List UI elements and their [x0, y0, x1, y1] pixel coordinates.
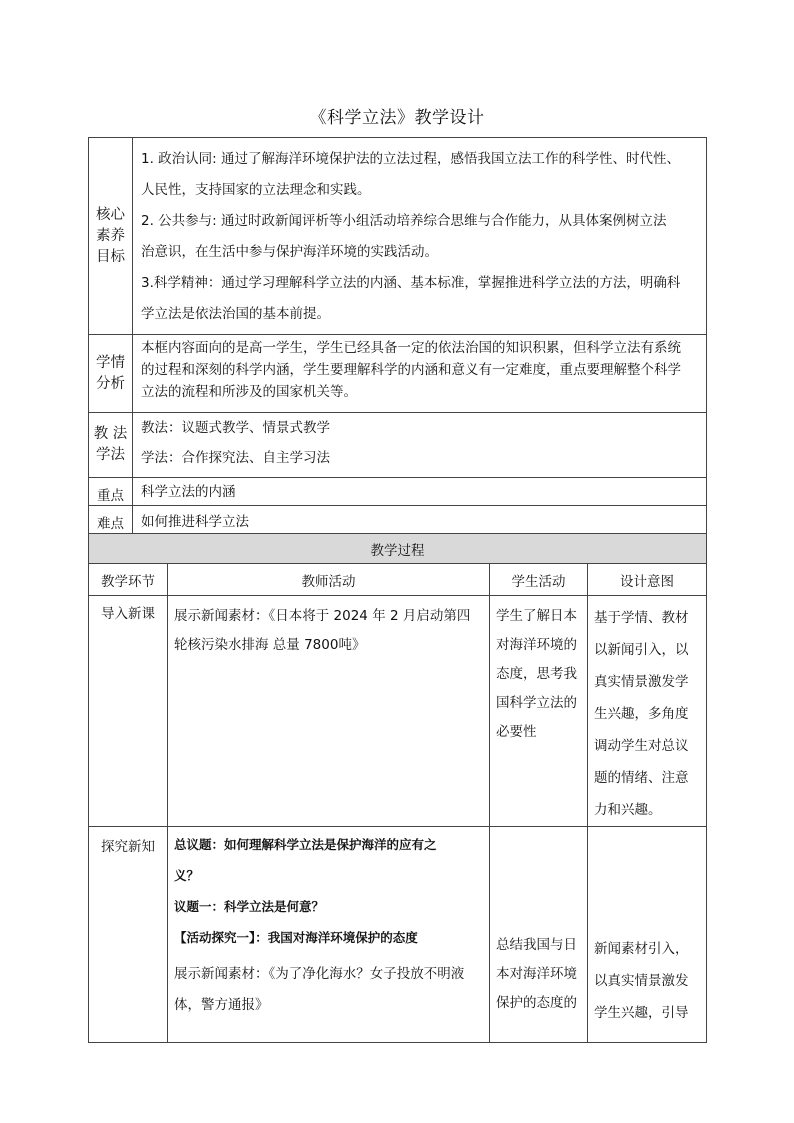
difficult-point-row: [89, 506, 707, 534]
process-title-row: [89, 534, 707, 564]
document-title: 《科学立法》教学设计: [309, 108, 485, 128]
learning-method: 学法：合作探究法、自主学习法: [141, 450, 330, 466]
explore-design-intent: 新闻素材引入， 以真实情景激发 学生兴趣，引导: [588, 827, 707, 1043]
header-teacher: 教师活动: [168, 564, 490, 596]
intro-teacher-activity: 展示新闻素材：《日本将于 2024 年 2 月启动第四 轮核污染水排海 总量 7800吨》: [168, 596, 490, 827]
header-student: 学生活动: [490, 564, 588, 596]
core-goals-content: [133, 138, 707, 335]
process-row-explore: [89, 827, 707, 1043]
intro-design-intent: 基于学情、教材 以新闻引入，以 真实情景激发学 生兴趣，多角度 调动学生对总议 题的情绪、注意 力和兴趣。: [588, 596, 707, 827]
process-header-row: [89, 564, 707, 596]
intro-stage: 导入新课: [89, 596, 168, 827]
methods-row: [89, 413, 707, 478]
core-goals-label: 核心 素养 目标: [89, 138, 133, 335]
intro-student-activity: 学生了解日本 对海洋环境的 态度，思考我 国科学立法的 必要性: [490, 596, 588, 827]
explore-teacher-activity: 总议题：如何理解科学立法是保护海洋的应有之 义？ 议题一：科学立法是何意？ 【活动探究一】：我国对海洋环境保护的态度 展示新闻素材：《为了净化海水？女子投放不明液 体，警方通报》: [168, 827, 490, 1043]
process-title: 教学过程: [89, 534, 707, 564]
methods-label: 教 法 学法: [89, 413, 133, 478]
goal-2-line-2: 治意识，在生活中参与保护海洋环境的实践活动。: [141, 244, 438, 260]
difficult-point-value: 如何推进科学立法: [133, 506, 707, 534]
goal-3-line-1: 3.科学精神：通过学习理解科学立法的内涵、基本标准，掌握推进科学立法的方法，明确科: [141, 275, 681, 291]
situation-row: [89, 335, 707, 413]
goal-3-line-2: 学立法是依法治国的基本前提。: [141, 306, 330, 322]
explore-stage: 探究新知: [89, 827, 168, 1043]
header-intent: 设计意图: [588, 564, 707, 596]
key-point-value: 科学立法的内涵: [133, 478, 707, 506]
key-point-label: 重点: [89, 478, 133, 506]
goal-1-line-1: 1. 政治认同: 通过了解海洋环境保护法的立法过程，感悟我国立法工作的科学性、时代性、: [141, 151, 681, 167]
core-goals-row: [89, 138, 707, 335]
teaching-method: 教法：议题式教学、情景式教学: [141, 420, 330, 436]
header-stage: 教学环节: [89, 564, 168, 596]
lesson-plan-table: [88, 137, 707, 1043]
difficult-point-label: 难点: [89, 506, 133, 534]
goal-1-line-2: 人民性，支持国家的立法理念和实践。: [141, 182, 371, 198]
methods-content: [133, 413, 707, 478]
goal-2-line-1: 2. 公共参与: 通过时政新闻评析等小组活动培养综合思维与合作能力，从具体案例树立法: [141, 213, 667, 229]
key-point-row: [89, 478, 707, 506]
process-row-intro: [89, 596, 707, 827]
explore-student-activity: 总结我国与日 本对海洋环境 保护的态度的: [490, 827, 588, 1043]
situation-content: 本框内容面向的是高一学生，学生已经具备一定的依法治国的知识积累，但科学立法有系统 的过程和深刻的科学内涵，学生要理解科学的内涵和意义有一定难度，重点要理解整个科学 立法的流程和所涉及的国家机关等。: [133, 335, 707, 413]
situation-label: 学情 分析: [89, 335, 133, 413]
